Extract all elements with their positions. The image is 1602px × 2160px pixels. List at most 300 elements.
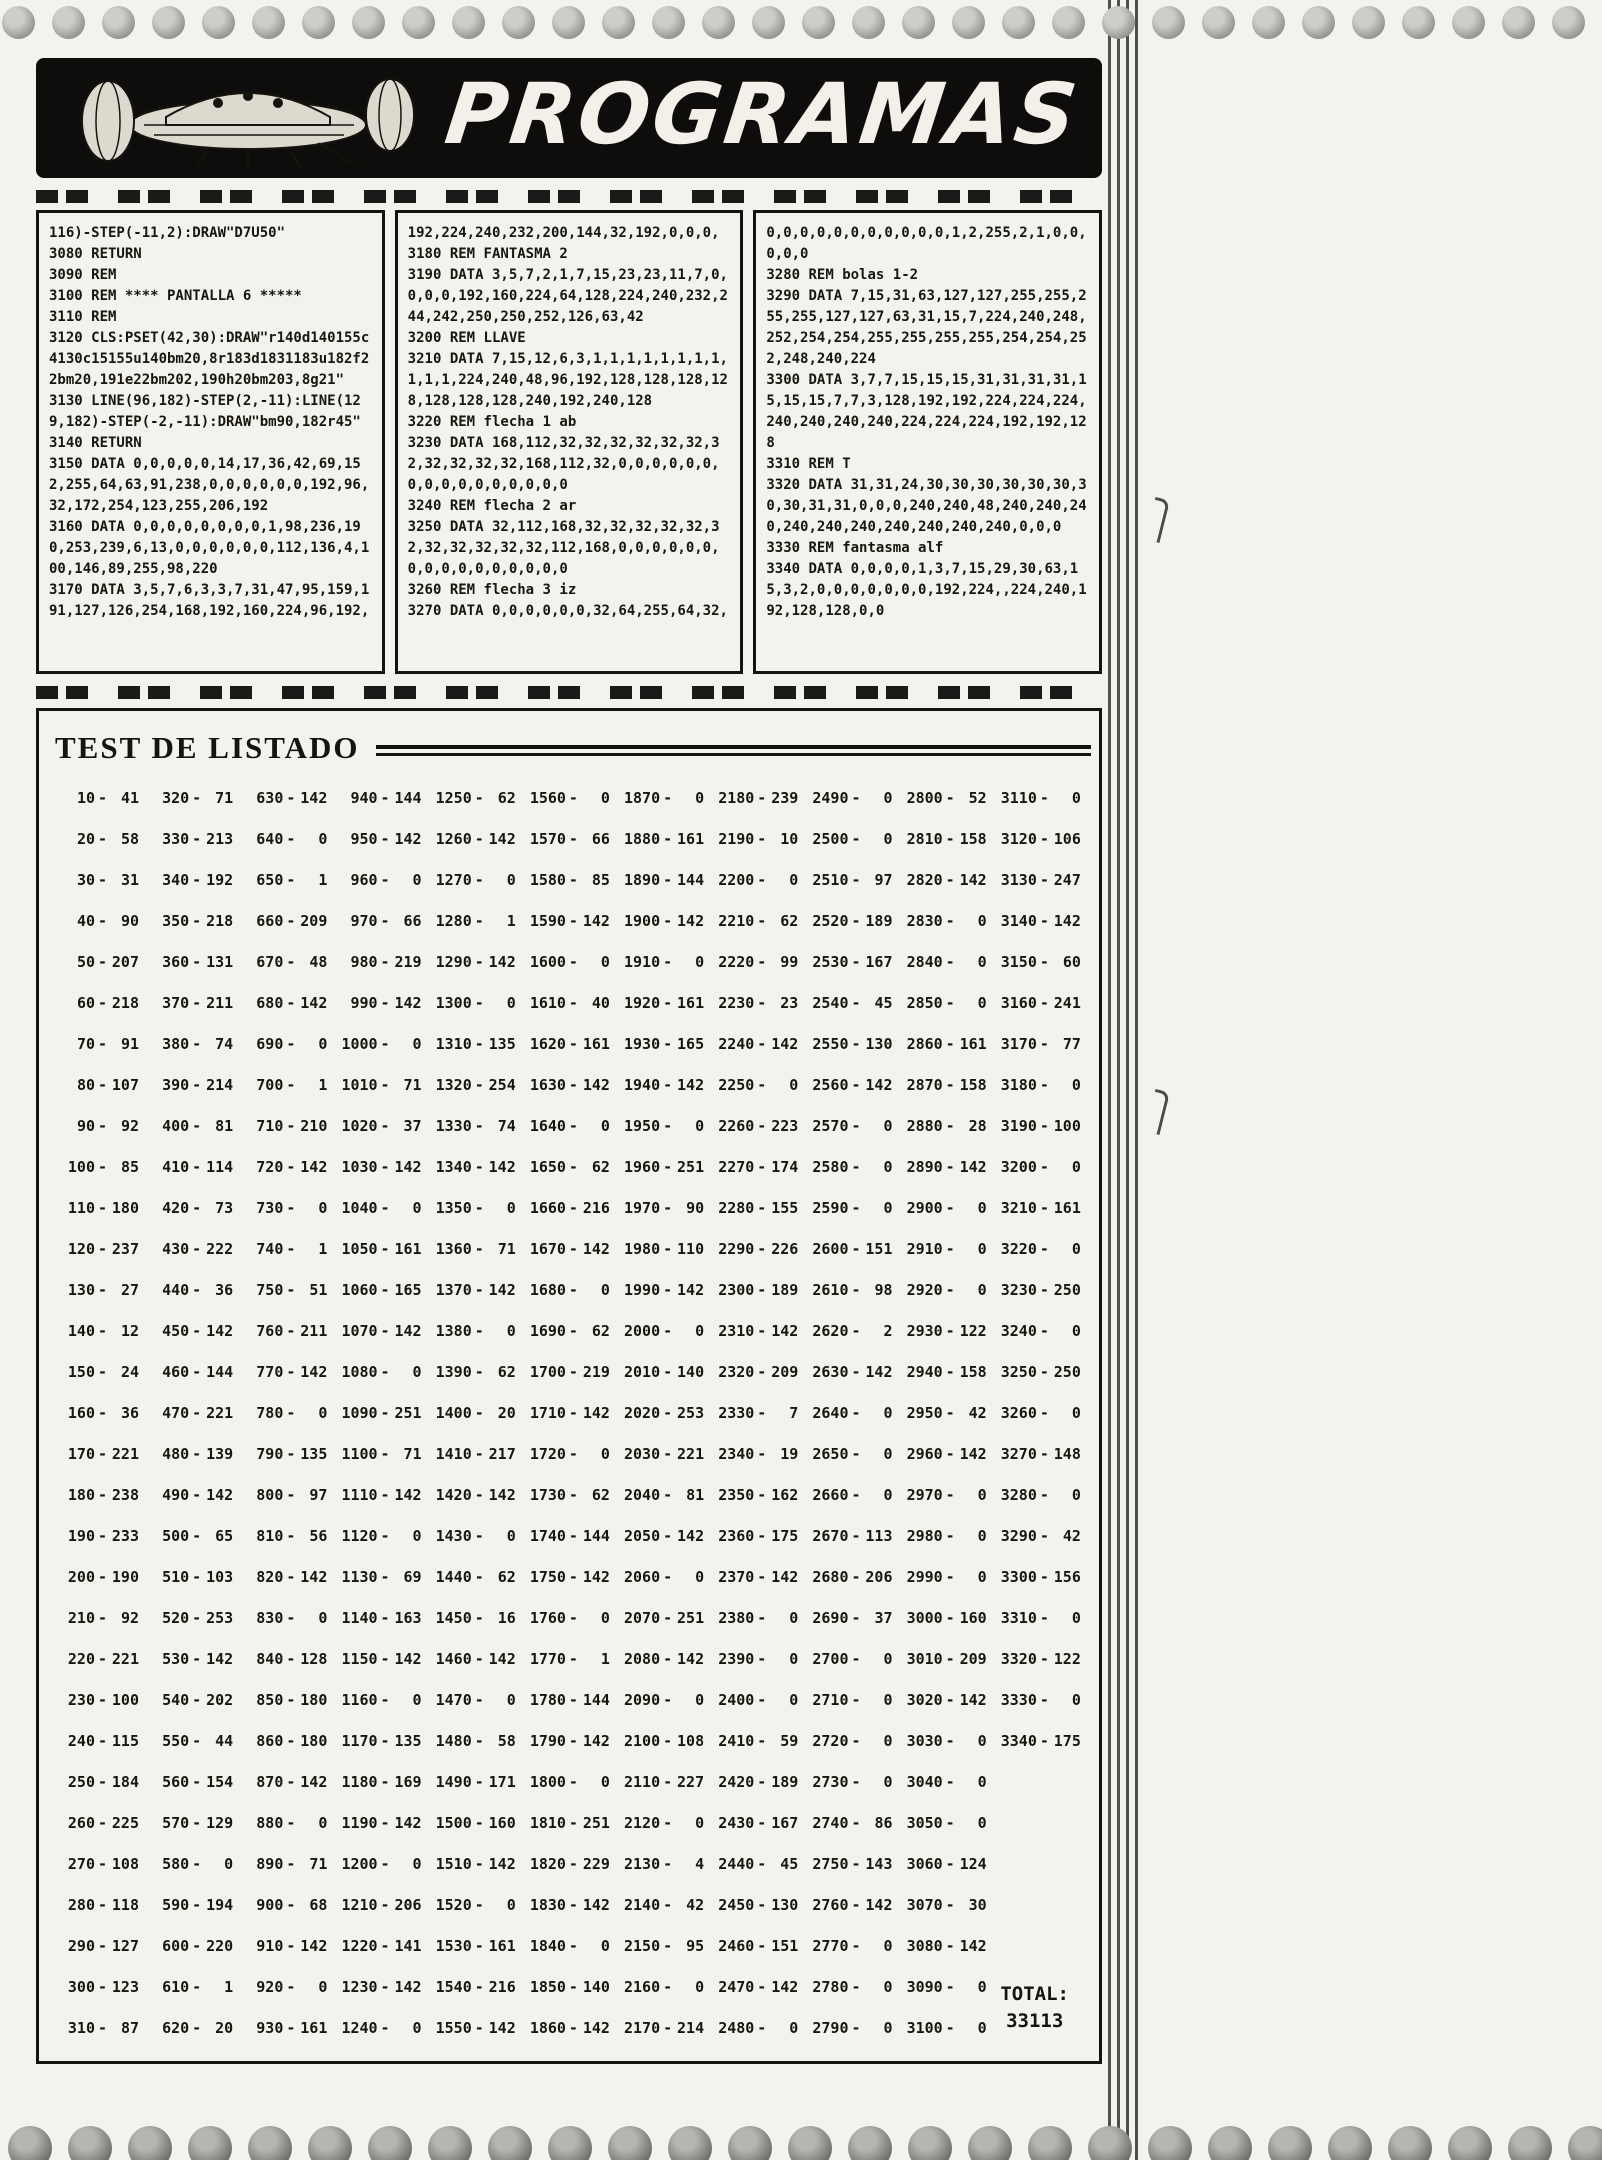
test-column (243, 777, 337, 2048)
test-cell: 1620 - 161 (529, 1034, 610, 1053)
test-cell: 2800 - 52 (906, 788, 987, 807)
test-cell: 2280 - 155 (718, 1198, 799, 1217)
test-cell: 1010 - 71 (341, 1075, 422, 1094)
perforation-dot (952, 6, 985, 39)
test-cell: 640 - 0 (256, 829, 328, 848)
code-line: 3080 RETURN (49, 246, 142, 262)
test-cell: 1740 - 144 (529, 1526, 610, 1545)
test-cell: 820 - 142 (256, 1567, 328, 1586)
code-line: 3170 DATA 3,5,7,6,3,3,7,31,47,95,159,191,127,126,254,168,192,160,224,96,192, (49, 582, 370, 619)
test-cell: 1890 - 144 (624, 870, 705, 889)
test-cell: 1110 - 142 (341, 1485, 422, 1504)
test-cell: 3060 - 124 (906, 1854, 987, 1873)
perforation-dot (1502, 6, 1535, 39)
test-cell: 1850 - 140 (529, 1977, 610, 1996)
test-cell: 2610 - 98 (812, 1280, 893, 1299)
test-cell: 1130 - 69 (341, 1567, 422, 1586)
test-cell: 990 - 142 (350, 993, 422, 1012)
test-column (432, 777, 526, 2048)
perforation-dot (308, 2126, 352, 2160)
test-cell: 2020 - 253 (624, 1403, 705, 1422)
test-cell: 530 - 142 (162, 1649, 234, 1668)
total-label: TOTAL: (1000, 1983, 1069, 2005)
test-cell: 1580 - 85 (529, 870, 610, 889)
test-cell: 980 - 219 (350, 952, 422, 971)
test-cell: 2290 - 226 (718, 1239, 799, 1258)
test-cell: 1870 - 0 (624, 788, 705, 807)
test-cell: 1370 - 142 (435, 1280, 516, 1299)
test-cell: 840 - 128 (256, 1649, 328, 1668)
test-cell: 1770 - 1 (529, 1649, 610, 1668)
test-cell: 3080 - 142 (906, 1936, 987, 1955)
test-cell: 1910 - 0 (624, 952, 705, 971)
perforation-dot (202, 6, 235, 39)
test-cell: 150 - 24 (67, 1362, 139, 1381)
perforation-dot (368, 2126, 412, 2160)
test-cell: 2190 - 10 (718, 829, 799, 848)
test-cell: 750 - 51 (256, 1280, 328, 1299)
test-cell: 2950 - 42 (906, 1403, 987, 1422)
test-cell: 1250 - 62 (435, 788, 516, 807)
test-cell: 2090 - 0 (624, 1690, 705, 1709)
test-cell: 3190 - 100 (1000, 1116, 1081, 1135)
test-cell: 580 - 0 (162, 1854, 234, 1873)
test-cell: 890 - 71 (256, 1854, 328, 1873)
code-line: 3280 REM bolas 1-2 (766, 267, 919, 283)
test-cell: 100 - 85 (67, 1157, 139, 1176)
test-cell: 1800 - 0 (529, 1772, 610, 1791)
code-box (395, 210, 744, 674)
test-cell: 650 - 1 (256, 870, 328, 889)
test-cell: 2750 - 143 (812, 1854, 893, 1873)
perforation-dot (848, 2126, 892, 2160)
perforation-dot (1148, 2126, 1192, 2160)
test-cell: 1480 - 58 (435, 1731, 516, 1750)
test-cell: 2110 - 227 (624, 1772, 705, 1791)
test-cell: 700 - 1 (256, 1075, 328, 1094)
perforation-dot (1352, 6, 1385, 39)
test-cell: 450 - 142 (162, 1321, 234, 1340)
test-cell: 950 - 142 (350, 829, 422, 848)
test-cell: 1570 - 66 (529, 829, 610, 848)
test-cell: 620 - 20 (162, 2018, 234, 2037)
test-cell: 1980 - 110 (624, 1239, 705, 1258)
test-cell: 1060 - 165 (341, 1280, 422, 1299)
test-cell: 2320 - 209 (718, 1362, 799, 1381)
perforation-dot (1552, 6, 1585, 39)
code-line: 3100 REM **** PANTALLA 6 ***** (49, 288, 302, 304)
code-line: 3290 DATA 7,15,31,63,127,127,255,255,255,255,127,127,63,31,15,7,224,240,248,252,254,254,255,255,255,255,254,254,252,248,240,224 (766, 288, 1087, 367)
perforation-dot (902, 6, 935, 39)
perforation-dot (752, 6, 785, 39)
test-cell: 2470 - 142 (718, 1977, 799, 1996)
test-cell: 2720 - 0 (812, 1731, 893, 1750)
test-cell: 2540 - 45 (812, 993, 893, 1012)
test-cell: 350 - 218 (162, 911, 234, 930)
test-cell: 290 - 127 (67, 1936, 139, 1955)
perforation-dot (1252, 6, 1285, 39)
test-cell: 3200 - 0 (1000, 1157, 1081, 1176)
test-cell: 2890 - 142 (906, 1157, 987, 1176)
test-column (714, 777, 808, 2048)
test-cell: 790 - 135 (256, 1444, 328, 1463)
test-cell: 3140 - 142 (1000, 911, 1081, 930)
test-cell: 920 - 0 (256, 1977, 328, 1996)
test-cell: 1950 - 0 (624, 1116, 705, 1135)
test-cell: 1040 - 0 (341, 1198, 422, 1217)
perforation-dot (402, 6, 435, 39)
test-cell: 2330 - 7 (718, 1403, 799, 1422)
test-cell: 190 - 233 (67, 1526, 139, 1545)
test-cell: 1860 - 142 (529, 2018, 610, 2037)
test-cell: 2270 - 174 (718, 1157, 799, 1176)
test-cell: 3160 - 241 (1000, 993, 1081, 1012)
perforation-dot (128, 2126, 172, 2160)
test-cell: 3130 - 247 (1000, 870, 1081, 889)
test-cell: 110 - 180 (67, 1198, 139, 1217)
test-cell: 1090 - 251 (341, 1403, 422, 1422)
test-cell: 2960 - 142 (906, 1444, 987, 1463)
perforation-dot (502, 6, 535, 39)
test-cell: 3300 - 156 (1000, 1567, 1081, 1586)
test-cell: 1990 - 142 (624, 1280, 705, 1299)
test-cell: 720 - 142 (256, 1157, 328, 1176)
test-cell: 730 - 0 (256, 1198, 328, 1217)
test-cell: 1310 - 135 (435, 1034, 516, 1053)
perforation-dot (1208, 2126, 1252, 2160)
listing-section (36, 210, 1102, 674)
test-cell: 1500 - 160 (435, 1813, 516, 1832)
test-column (55, 777, 149, 2048)
test-cell: 2990 - 0 (906, 1567, 987, 1586)
test-listado-section (36, 708, 1102, 2064)
test-cell: 180 - 238 (67, 1485, 139, 1504)
test-cell: 40 - 90 (76, 911, 139, 930)
test-cell: 340 - 192 (162, 870, 234, 889)
test-cell: 590 - 194 (162, 1895, 234, 1914)
test-cell: 1810 - 251 (529, 1813, 610, 1832)
test-cell: 560 - 154 (162, 1772, 234, 1791)
test-cell: 2770 - 0 (812, 1936, 893, 1955)
test-cell: 1600 - 0 (529, 952, 610, 971)
test-cell: 2870 - 158 (906, 1075, 987, 1094)
test-cell: 810 - 56 (256, 1526, 328, 1545)
test-cell: 1700 - 219 (529, 1362, 610, 1381)
code-line: 3250 DATA 32,112,168,32,32,32,32,32,32,32,32,32,32,32,112,168,0,0,0,0,0,0,0,0,0,0,0,0,0,0,0,0 (407, 519, 720, 577)
test-cell: 230 - 100 (67, 1690, 139, 1709)
test-cell: 2510 - 97 (812, 870, 893, 889)
test-cell: 1190 - 142 (341, 1813, 422, 1832)
perforation-dot (302, 6, 335, 39)
test-cell: 3100 - 0 (906, 2018, 987, 2037)
test-cell: 240 - 115 (67, 1731, 139, 1750)
test-cell: 2120 - 0 (624, 1813, 705, 1832)
test-cell: 1390 - 62 (435, 1362, 516, 1381)
code-line: 3230 DATA 168,112,32,32,32,32,32,32,32,32,32,32,32,168,112,32,0,0,0,0,0,0,0,0,0,0,0,0,0,0,0,0 (407, 435, 720, 493)
code-line: 3130 LINE(96,182)-STEP(2,-11):LINE(129,182)-STEP(-2,-11):DRAW"bm90,182r45" (49, 393, 361, 430)
test-cell: 80 - 107 (76, 1075, 139, 1094)
perforation-dot (788, 2126, 832, 2160)
perforation-dot (488, 2126, 532, 2160)
test-cell: 3220 - 0 (1000, 1239, 1081, 1258)
perforation-dot (1268, 2126, 1312, 2160)
test-cell: 2340 - 19 (718, 1444, 799, 1463)
test-cell: 2760 - 142 (812, 1895, 893, 1914)
test-cell: 3230 - 250 (1000, 1280, 1081, 1299)
perforation-dot (548, 2126, 592, 2160)
test-cell: 60 - 218 (76, 993, 139, 1012)
perforation-dot (428, 2126, 472, 2160)
test-cell: 2310 - 142 (718, 1321, 799, 1340)
masthead-banner (36, 58, 1102, 178)
test-cell: 420 - 73 (162, 1198, 234, 1217)
test-cell: 1490 - 171 (435, 1772, 516, 1791)
test-cell: 1300 - 0 (435, 993, 516, 1012)
test-cell: 2060 - 0 (624, 1567, 705, 1586)
test-cell: 2620 - 2 (812, 1321, 893, 1340)
perforation-dot (352, 6, 385, 39)
test-cell: 2970 - 0 (906, 1485, 987, 1504)
code-line: 3240 REM flecha 2 ar (407, 498, 577, 514)
test-cell: 410 - 114 (162, 1157, 234, 1176)
test-cell: 1530 - 161 (435, 1936, 516, 1955)
test-cell: 3290 - 42 (1000, 1526, 1081, 1545)
test-column (526, 777, 620, 2048)
test-cell: 3250 - 250 (1000, 1362, 1081, 1381)
test-cell: 1410 - 217 (435, 1444, 516, 1463)
test-cell: 680 - 142 (256, 993, 328, 1012)
test-column (338, 777, 432, 2048)
test-cell: 1920 - 161 (624, 993, 705, 1012)
test-cell: 470 - 221 (162, 1403, 234, 1422)
test-cell: 2070 - 251 (624, 1608, 705, 1627)
test-cell: 2650 - 0 (812, 1444, 893, 1463)
test-cell: 1560 - 0 (529, 788, 610, 807)
test-cell: 210 - 92 (67, 1608, 139, 1627)
test-cell: 1590 - 142 (529, 911, 610, 930)
test-cell: 2910 - 0 (906, 1239, 987, 1258)
test-cell: 2600 - 151 (812, 1239, 893, 1258)
test-cell: 1290 - 142 (435, 952, 516, 971)
test-cell: 870 - 142 (256, 1772, 328, 1791)
test-cell: 3320 - 122 (1000, 1649, 1081, 1668)
test-cell: 940 - 144 (350, 788, 422, 807)
test-cell: 830 - 0 (256, 1608, 328, 1627)
test-cell: 2740 - 86 (812, 1813, 893, 1832)
test-cell: 1320 - 254 (435, 1075, 516, 1094)
test-cell: 1180 - 169 (341, 1772, 422, 1791)
test-cell: 2180 - 239 (718, 788, 799, 807)
test-cell: 120 - 237 (67, 1239, 139, 1258)
test-cell: 1470 - 0 (435, 1690, 516, 1709)
test-cell: 2580 - 0 (812, 1157, 893, 1176)
test-cell: 1830 - 142 (529, 1895, 610, 1914)
test-cell: 630 - 142 (256, 788, 328, 807)
test-cell: 550 - 44 (162, 1731, 234, 1750)
code-line: 3200 REM LLAVE (407, 330, 526, 346)
test-cell: 3270 - 148 (1000, 1444, 1081, 1463)
test-cell: 2040 - 81 (624, 1485, 705, 1504)
test-cell: 600 - 220 (162, 1936, 234, 1955)
test-cell: 3120 - 106 (1000, 829, 1081, 848)
perforation-dot (188, 2126, 232, 2160)
test-cell: 690 - 0 (256, 1034, 328, 1053)
test-cell: 880 - 0 (256, 1813, 328, 1832)
test-cell: 1610 - 40 (529, 993, 610, 1012)
test-cell: 1160 - 0 (341, 1690, 422, 1709)
perforation-dot (1302, 6, 1335, 39)
code-line: 3220 REM flecha 1 ab (407, 414, 577, 430)
test-cell: 370 - 211 (162, 993, 234, 1012)
test-cell: 2630 - 142 (812, 1362, 893, 1381)
test-cell: 1430 - 0 (435, 1526, 516, 1545)
test-cell: 140 - 12 (67, 1321, 139, 1340)
perforation-dot (608, 2126, 652, 2160)
perforation-dots-bottom (8, 2126, 1602, 2160)
test-cell: 2010 - 140 (624, 1362, 705, 1381)
perforation-dot (552, 6, 585, 39)
code-line: 3110 REM (49, 309, 117, 325)
test-cell: 1340 - 142 (435, 1157, 516, 1176)
test-cell: 500 - 65 (162, 1526, 234, 1545)
test-cell: 3090 - 0 (906, 1977, 987, 1996)
test-cell: 1780 - 144 (529, 1690, 610, 1709)
test-cell: 1940 - 142 (624, 1075, 705, 1094)
test-cell: 1720 - 0 (529, 1444, 610, 1463)
code-line: 3090 REM (49, 267, 117, 283)
test-cell: 3010 - 209 (906, 1649, 987, 1668)
perforation-dot (802, 6, 835, 39)
test-cell: 770 - 142 (256, 1362, 328, 1381)
code-line: 3310 REM T (766, 456, 851, 472)
test-cell: 1070 - 142 (341, 1321, 422, 1340)
test-cell: 1690 - 62 (529, 1321, 610, 1340)
test-cell: 930 - 161 (256, 2018, 328, 2037)
test-cell: 90 - 92 (76, 1116, 139, 1135)
test-cell: 1050 - 161 (341, 1239, 422, 1258)
perforation-dot (1088, 2126, 1132, 2160)
perforation-dot (908, 2126, 952, 2160)
test-cell: 160 - 36 (67, 1403, 139, 1422)
test-cell: 2380 - 0 (718, 1608, 799, 1627)
perforation-dot (252, 6, 285, 39)
test-cell: 2130 - 4 (624, 1854, 705, 1873)
test-header (55, 727, 1091, 769)
test-cell: 3000 - 160 (906, 1608, 987, 1627)
test-cell: 2230 - 23 (718, 993, 799, 1012)
total-value: 33113 (1006, 2010, 1064, 2032)
test-cell: 1420 - 142 (435, 1485, 516, 1504)
test-cell: 2710 - 0 (812, 1690, 893, 1709)
perforation-dot (1002, 6, 1035, 39)
perforation-dot (68, 2126, 112, 2160)
test-cell: 3110 - 0 (1000, 788, 1081, 807)
test-cell: 570 - 129 (162, 1813, 234, 1832)
test-cell: 2100 - 108 (624, 1731, 705, 1750)
test-cell: 2080 - 142 (624, 1649, 705, 1668)
test-cell: 1220 - 141 (341, 1936, 422, 1955)
test-cell: 1270 - 0 (435, 870, 516, 889)
test-cell: 2550 - 130 (812, 1034, 893, 1053)
test-cell: 3150 - 60 (1000, 952, 1081, 971)
test-cell: 220 - 221 (67, 1649, 139, 1668)
test-cell: 2840 - 0 (906, 952, 987, 971)
test-cell: 1080 - 0 (341, 1362, 422, 1381)
test-cell: 2260 - 223 (718, 1116, 799, 1135)
test-column (997, 777, 1091, 2048)
code-line: 3120 CLS:PSET(42,30):DRAW"r140d140155c4130c15155u140bm20,8r183d1831183u182f22bm20,191e22bm202,190h20bm203,8g21" (49, 330, 370, 388)
test-cell: 2000 - 0 (624, 1321, 705, 1340)
test-cell: 20 - 58 (76, 829, 139, 848)
code-line: 116)-STEP(-11,2):DRAW"D7U50" (49, 225, 286, 241)
code-text (408, 223, 733, 622)
test-cell: 2680 - 206 (812, 1567, 893, 1586)
perforation-dot (2, 6, 35, 39)
test-cell: 2240 - 142 (718, 1034, 799, 1053)
test-cell: 50 - 207 (76, 952, 139, 971)
test-cell: 1760 - 0 (529, 1608, 610, 1627)
code-line: 3270 DATA 0,0,0,0,0,0,32,64,255,64,32, (407, 603, 728, 619)
perforation-dots-top (2, 6, 1585, 39)
test-cell: 1630 - 142 (529, 1075, 610, 1094)
test-cell: 2520 - 189 (812, 911, 893, 930)
test-cell: 2830 - 0 (906, 911, 987, 930)
test-cell: 2560 - 142 (812, 1075, 893, 1094)
test-cell: 170 - 221 (67, 1444, 139, 1463)
test-cell: 2670 - 113 (812, 1526, 893, 1545)
test-cell: 1970 - 90 (624, 1198, 705, 1217)
perforation-dot (668, 2126, 712, 2160)
test-cell: 2860 - 161 (906, 1034, 987, 1053)
test-cell: 1960 - 251 (624, 1157, 705, 1176)
test-cell: 3260 - 0 (1000, 1403, 1081, 1422)
test-cell: 270 - 108 (67, 1854, 139, 1873)
test-cell: 1000 - 0 (341, 1034, 422, 1053)
divider-blocks-top (36, 190, 1102, 203)
test-cell: 2430 - 167 (718, 1813, 799, 1832)
test-cell: 3170 - 77 (1000, 1034, 1081, 1053)
test-cell: 3180 - 0 (1000, 1075, 1081, 1094)
test-cell: 200 - 190 (67, 1567, 139, 1586)
test-cell: 1520 - 0 (435, 1895, 516, 1914)
test-cell: 2170 - 214 (624, 2018, 705, 2037)
test-cell: 1030 - 142 (341, 1157, 422, 1176)
test-cell: 1660 - 216 (529, 1198, 610, 1217)
test-cell: 3020 - 142 (906, 1690, 987, 1709)
test-cell: 360 - 131 (162, 952, 234, 971)
perforation-dot (1152, 6, 1185, 39)
test-cell: 2300 - 189 (718, 1280, 799, 1299)
test-cell: 1880 - 161 (624, 829, 705, 848)
test-cell: 2220 - 99 (718, 952, 799, 971)
test-grid (55, 777, 1091, 2048)
test-cell: 3030 - 0 (906, 1731, 987, 1750)
test-cell: 2450 - 130 (718, 1895, 799, 1914)
test-cell: 70 - 91 (76, 1034, 139, 1053)
test-cell: 1550 - 142 (435, 2018, 516, 2037)
test-cell: 2930 - 122 (906, 1321, 987, 1340)
test-cell: 3210 - 161 (1000, 1198, 1081, 1217)
test-cell: 1640 - 0 (529, 1116, 610, 1135)
test-cell: 2820 - 142 (906, 870, 987, 889)
test-cell: 10 - 41 (76, 788, 139, 807)
test-cell: 460 - 144 (162, 1362, 234, 1381)
test-cell: 1440 - 62 (435, 1567, 516, 1586)
test-cell: 2350 - 162 (718, 1485, 799, 1504)
test-cell: 2030 - 221 (624, 1444, 705, 1463)
test-cell: 1540 - 216 (435, 1977, 516, 1996)
test-cell: 3040 - 0 (906, 1772, 987, 1791)
